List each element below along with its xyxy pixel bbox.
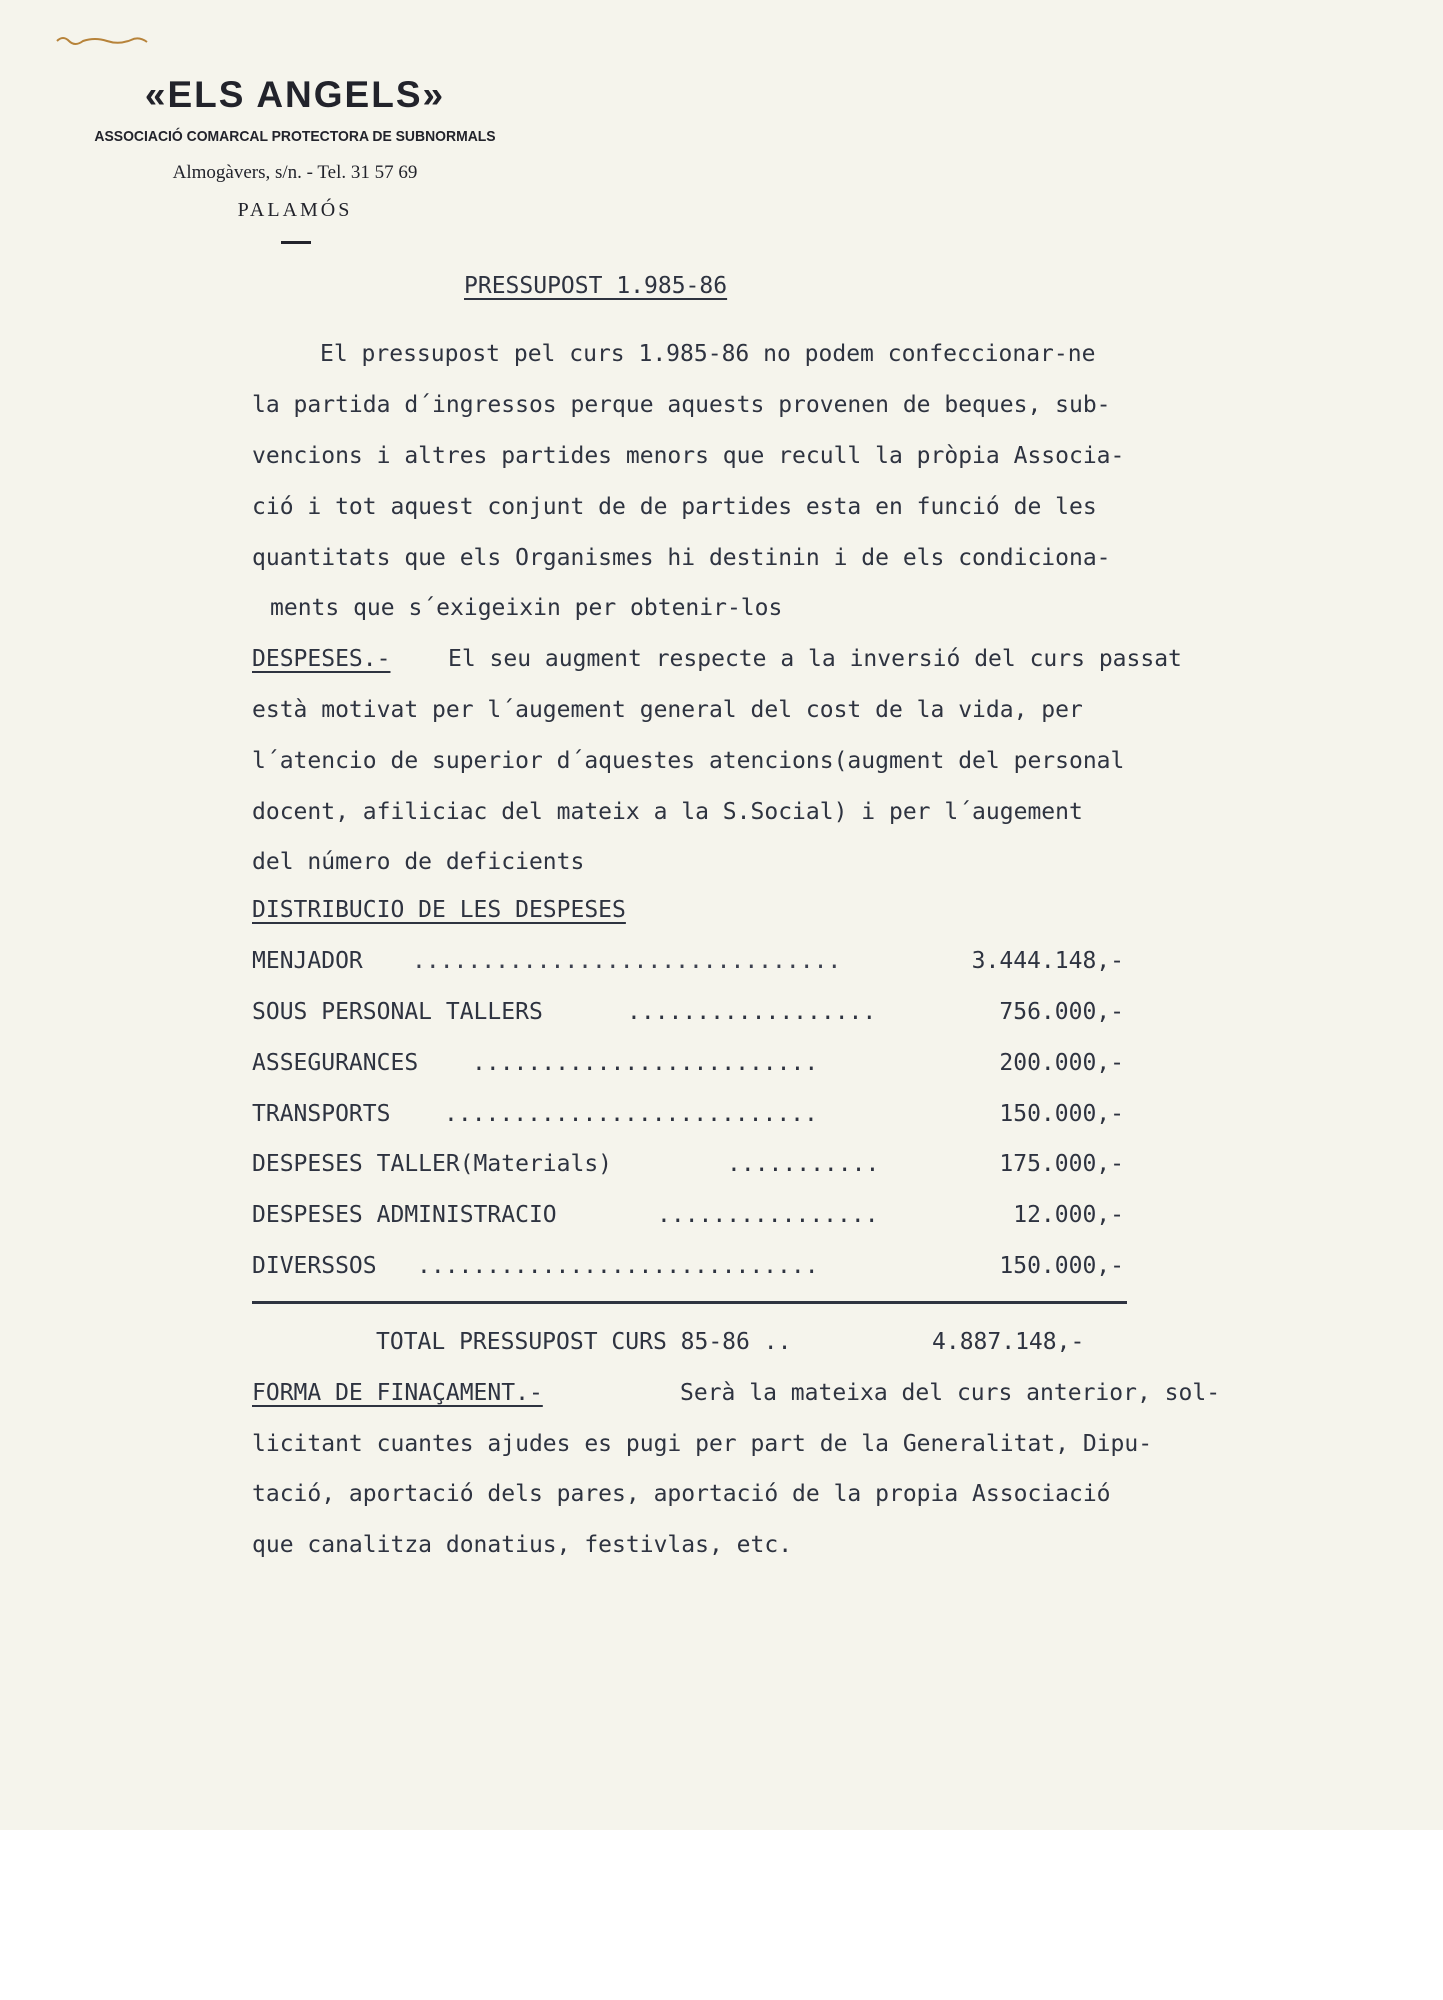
expense-label: TRANSPORTS	[252, 1101, 391, 1127]
expense-label: MENJADOR	[252, 948, 363, 974]
intro-line: vencions i altres partides menors que recull la pròpia Associa-	[252, 443, 1125, 469]
despeses-line: del número de deficients	[252, 849, 585, 875]
despeses-line: està motivat per l´augement general del cost de la vida, per	[252, 697, 1083, 723]
despeses-line: l´atencio de superior d´aquestes atencions(augment del personal	[252, 748, 1125, 774]
expense-label: ASSEGURANCES	[252, 1050, 419, 1076]
expense-amount: 175.000,-	[999, 1151, 1124, 1177]
letterhead-name: «ELS ANGELS»	[144, 74, 446, 115]
intro-line: quantitats que els Organismes hi destinin i de els condiciona-	[252, 545, 1111, 571]
expense-label: DESPESES TALLER(Materials)	[252, 1151, 613, 1177]
letterhead-subtitle: ASSOCIACIÓ COMARCAL PROTECTORA DE SUBNORMALS	[94, 128, 496, 145]
expense-label: SOUS PERSONAL TALLERS	[252, 999, 543, 1025]
total-rule	[252, 1301, 1127, 1304]
document-title: PRESSUPOST 1.985-86	[464, 273, 728, 299]
letterhead-divider	[281, 241, 311, 244]
despeses-line: docent, afiliciac del mateix a la S.Social) i per l´augement	[252, 799, 1083, 825]
leader-dots: .........................	[472, 1050, 819, 1076]
distribution-heading: DISTRIBUCIO DE LES DESPESES	[252, 897, 626, 923]
leader-dots: ................	[657, 1202, 879, 1228]
expense-amount: 150.000,-	[999, 1253, 1124, 1279]
financing-line: tació, aportació dels pares, aportació de la propia Associació	[252, 1481, 1111, 1507]
letterhead-address: Almogàvers, s/n. - Tel. 31 57 69	[172, 162, 418, 183]
despeses-line: El seu augment respecte a la inversió del curs passat	[448, 646, 1182, 672]
intro-line: ció i tot aquest conjunt de de partides esta en funció de les	[252, 494, 1097, 520]
financing-line: licitant cuantes ajudes es pugi per part de la Generalitat, Dipu-	[252, 1431, 1153, 1457]
financing-line: que canalitza donatius, festivlas, etc.	[252, 1532, 793, 1558]
expense-row	[252, 1100, 1124, 1130]
intro-line: la partida d´ingressos perque aquests provenen de beques, sub-	[252, 392, 1111, 418]
expense-row	[252, 1150, 1124, 1180]
expense-amount: 200.000,-	[999, 1050, 1124, 1076]
financing-heading: FORMA DE FINAÇAMENT.-	[252, 1380, 543, 1406]
letterhead-city: PALAMÓS	[237, 199, 353, 221]
intro-line: El pressupost pel curs 1.985-86 no podem confeccionar-ne	[320, 341, 1096, 367]
financing-line: Serà la mateixa del curs anterior, sol-	[680, 1380, 1221, 1406]
expense-label: DIVERSSOS	[252, 1253, 377, 1279]
total-amount: 4.887.148,-	[932, 1329, 1085, 1355]
expense-amount: 150.000,-	[999, 1101, 1124, 1127]
expense-amount: 3.444.148,-	[971, 948, 1124, 974]
expense-amount: 12.000,-	[1013, 1202, 1124, 1228]
expense-row	[252, 1252, 1124, 1282]
expense-row	[252, 1049, 1124, 1079]
leader-dots: ...........	[727, 1151, 880, 1177]
ink-scribble	[55, 32, 150, 46]
leader-dots: ...............................	[412, 948, 842, 974]
leader-dots: ..................	[627, 999, 877, 1025]
despeses-heading: DESPESES.-	[252, 646, 391, 672]
intro-line: ments que s´exigeixin per obtenir-los	[270, 595, 783, 621]
leader-dots: .............................	[417, 1253, 819, 1279]
expense-row	[252, 998, 1124, 1028]
total-label: TOTAL PRESSUPOST CURS 85-86 ..	[376, 1329, 792, 1355]
leader-dots: ...........................	[444, 1101, 818, 1127]
expense-row	[252, 947, 1124, 977]
expense-row	[252, 1201, 1124, 1231]
expense-label: DESPESES ADMINISTRACIO	[252, 1202, 557, 1228]
expense-amount: 756.000,-	[999, 999, 1124, 1025]
